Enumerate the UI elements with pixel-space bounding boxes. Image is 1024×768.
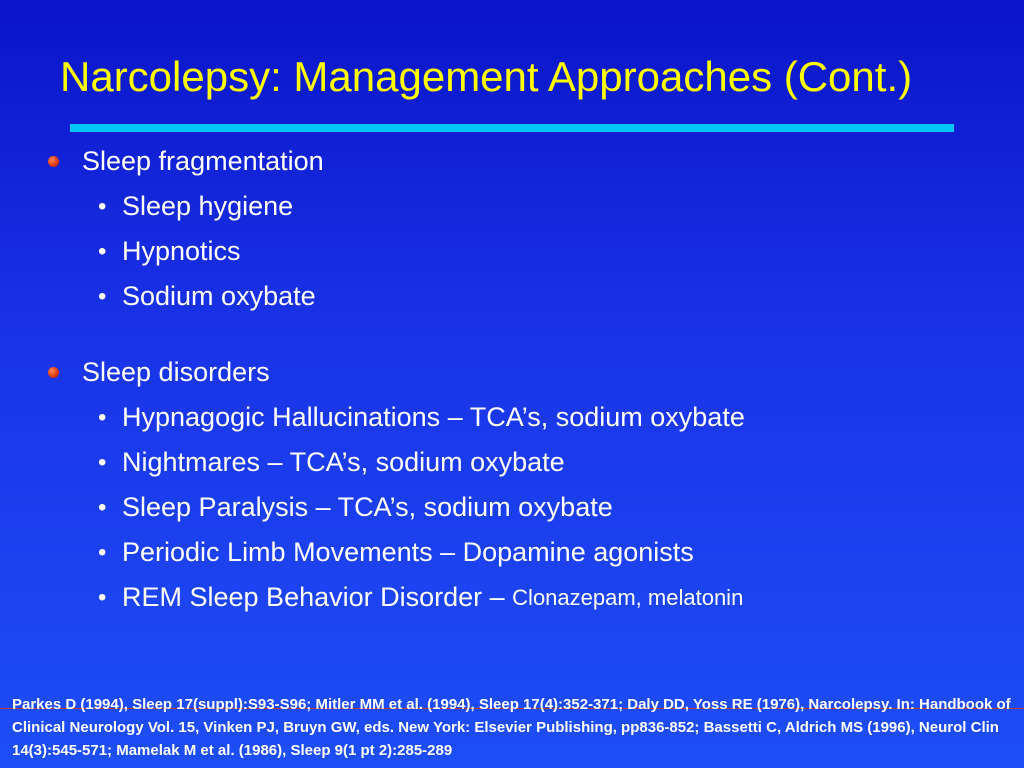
bullet-dot-icon: • [98, 403, 107, 431]
sub-bullet [44, 274, 1004, 319]
sub-bullet-text: Hypnotics [122, 236, 241, 266]
round-bullet-icon [48, 156, 59, 167]
bullet-heading-text: Sleep disorders [82, 356, 270, 387]
bullet-group-sleep-fragmentation [44, 138, 1004, 319]
sub-bullet-text: Periodic Limb Movements – Dopamine agonists [122, 537, 694, 567]
sub-bullet [44, 440, 1004, 485]
bullet-heading-text: Sleep fragmentation [82, 145, 324, 176]
sub-bullet-suffix: Clonazepam, melatonin [512, 584, 744, 610]
bullet-dot-icon: • [98, 237, 107, 265]
bullet-dot-icon: • [98, 493, 107, 521]
sub-bullet [44, 395, 1004, 440]
bullet-list [44, 138, 1004, 620]
sub-bullet-text: Sodium oxybate [122, 281, 316, 311]
bullet-dot-icon: • [98, 538, 107, 566]
bullet-dot-icon: • [98, 282, 107, 310]
sub-bullet-text: Sleep hygiene [122, 191, 294, 221]
sub-bullet [44, 485, 1004, 530]
references-footnote: Parkes D (1994), Sleep 17(suppl):S93-S96; Mitler MM et al. (1994), Sleep 17(4):352-371; Daly DD, Yoss RE (1976), Narcolepsy. In: Handbook of Clinical Neurology Vol. 15, Vinken PJ, Bruyn GW, eds. New York: Elsevier Publishing, pp836-852; Bassetti C, Aldrich MS (1996), Neurol Clin 14(3):545-571; Mamelak M et al. (1986), Sleep 9(1 pt 2):285-289 [12, 696, 1011, 759]
sub-bullet [44, 229, 1004, 274]
sub-bullet-text: Nightmares – TCA’s, sodium oxybate [122, 447, 565, 477]
sub-bullet [44, 184, 1004, 229]
bullet-dot-icon: • [98, 583, 107, 611]
bullet-dot-icon: • [98, 448, 107, 476]
sub-bullet-text: REM Sleep Behavior Disorder – [122, 582, 513, 612]
sub-bullet [44, 530, 1004, 575]
bullet-group-sleep-disorders [44, 349, 1004, 620]
bullet-heading [44, 349, 1004, 395]
title-underline [70, 124, 954, 132]
round-bullet-icon [48, 367, 59, 378]
bullet-dot-icon: • [98, 192, 107, 220]
sub-bullet-text: Sleep Paralysis – TCA’s, sodium oxybate [122, 492, 613, 522]
bullet-heading [44, 138, 1004, 184]
sub-bullet-text: Hypnagogic Hallucinations – TCA’s, sodium oxybate [122, 402, 745, 432]
sub-bullet [44, 575, 1004, 620]
slide-title: Narcolepsy: Management Approaches (Cont.) [60, 53, 913, 100]
